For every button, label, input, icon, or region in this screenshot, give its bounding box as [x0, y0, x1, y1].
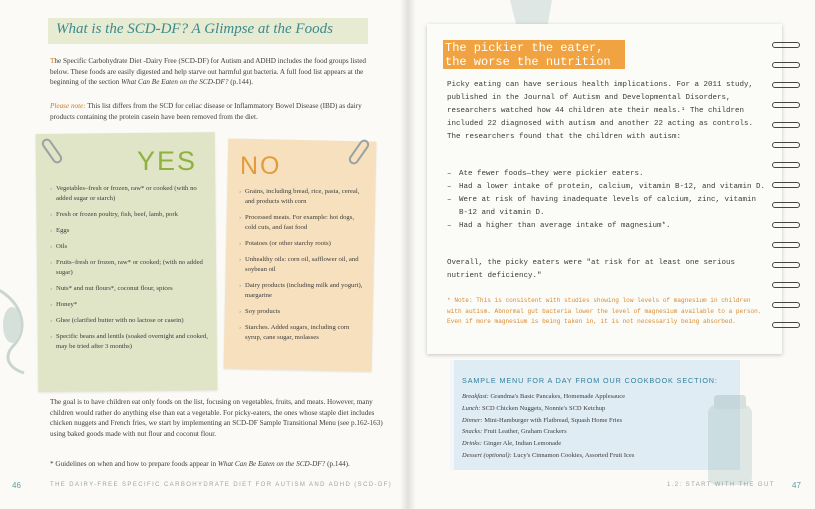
menu-item-value: Lucy's Cinnamon Cookies, Assorted Fruit Ices — [511, 451, 635, 459]
yes-item: › Vegetables–fresh or frozen, raw* or cooked (with no added sugar or starch) — [50, 184, 210, 204]
menu-item-label: Lunch: — [462, 404, 481, 412]
page-number-left: 46 — [12, 481, 21, 490]
intro-text: he Specific Carbohydrate Diet -Dairy Free (SCD-DF) for Autism and ADHD includes the food groups listed below. These foods are easily digested and help starve out harmful gut bacteria. A full food list appears at the beginning of the section — [50, 57, 366, 86]
menu-item-label: Drinks: — [462, 440, 482, 448]
magnesium-footnote: * Note: This is consistent with studies showing low levels of magnesium in children with autism. Abnormal gut bacteria lower the level of magnesium available to a person. Even if more magnesium is being taken in, it is not necessarily being absorbed. — [447, 297, 762, 325]
spiral-ring-icon — [772, 162, 800, 168]
page-number-right: 47 — [792, 481, 801, 490]
finding-item: – Had a higher than average intake of magnesium*. — [447, 220, 769, 233]
yes-item: › Ghee (clarified butter with no lactose or casein) — [50, 316, 210, 326]
spiral-ring-icon — [772, 242, 800, 248]
yes-item: › Eggs — [50, 226, 210, 236]
findings-list — [447, 168, 769, 233]
spiral-ring-icon — [772, 122, 800, 128]
finding-item: – Ate fewer foods—they were pickier eaters. — [447, 168, 769, 181]
menu-item — [462, 391, 732, 403]
headline-line-2: the worse the nutrition — [445, 55, 611, 69]
intro-dropcap: T — [50, 57, 55, 65]
yes-item: › Fruits–fresh or frozen, raw* or cooked; (with no added sugar) — [50, 258, 210, 278]
no-item: › Soy products — [239, 307, 367, 317]
spiral-ring-icon — [772, 222, 800, 228]
intro-italic-ref: What Can Be Eaten on the SCD-DF? — [121, 78, 229, 86]
yes-item: › Oils — [50, 242, 210, 252]
menu-item-label: Snacks: — [462, 428, 483, 436]
headline-line-1: The pickier the eater, — [445, 41, 604, 55]
menu-item — [462, 426, 732, 438]
menu-item — [462, 450, 732, 462]
spiral-ring-icon — [772, 302, 800, 308]
menu-item — [462, 403, 732, 415]
sample-menu-title: SAMPLE MENU FOR A DAY FROM OUR COOKBOOK SECTION: — [462, 376, 718, 385]
sample-menu-list — [462, 391, 732, 462]
menu-item-value: SCD Chicken Nuggets, Nonnie's SCD Ketchup — [480, 404, 606, 412]
menu-item — [462, 415, 732, 427]
menu-item-value: Ginger Ale, Indian Lemonade — [481, 440, 562, 448]
spiral-ring-icon — [772, 262, 800, 268]
intro-paragraph — [50, 56, 380, 88]
no-item: › Potatoes (or other starchy roots) — [239, 239, 367, 249]
no-item: › Grains, including bread, rice, pasta, cereal, and products with corn — [239, 187, 367, 207]
no-item: › Unhealthy oils: corn oil, safflower oil, and soybean oil — [239, 255, 367, 275]
menu-item-value: Mini-Hamburger with Flatbread, Squash Home Fries — [482, 416, 623, 424]
yes-item: › Fresh or frozen poultry, fish, beef, lamb, pork — [50, 210, 210, 220]
no-list — [239, 187, 367, 349]
spiral-ring-icon — [772, 62, 800, 68]
no-heading: NO — [240, 152, 282, 180]
menu-item-label: Dinner: — [462, 416, 483, 424]
footnote-italic-ref: What Can Be Eaten on the SCD-DF? — [217, 460, 326, 468]
yes-item: › Specific beans and lentils (soaked overnight and cooked, may be tried after 3 months) — [50, 332, 210, 352]
yes-item: › Honey* — [50, 300, 210, 310]
section-title: What is the SCD-DF? A Glimpse at the Foods — [56, 21, 333, 37]
finding-item: – Had a lower intake of protein, calcium, vitamin B-12, and vitamin D. — [447, 181, 769, 194]
spiral-ring-icon — [772, 182, 800, 188]
note-label: Please note: — [50, 102, 86, 110]
spiral-ring-icon — [772, 102, 800, 108]
menu-item — [462, 438, 732, 450]
spiral-ring-icon — [772, 322, 800, 328]
study-paragraph: Picky eating can have serious health implications. For a 2011 study, published in the Journal of Autism and Developmental Disorders, researchers watched how 44 children ate their meals.¹ The children included 22 diagnosed with autism and another 22 acting as controls. The researchers found that the children with autism: — [447, 81, 754, 141]
menu-item-value: Grandma's Basic Pancakes, Homemade Applesauce — [488, 393, 626, 400]
left-footnote — [50, 459, 385, 469]
yes-heading: YES — [137, 146, 198, 176]
intro-text-after: (p.144). — [228, 78, 254, 86]
running-head-left: THE DAIRY-FREE SPECIFIC CARBOHYDRATE DIET FOR AUTISM AND ADHD (SCD-DF) — [50, 482, 393, 488]
overall-paragraph: Overall, the picky eaters were "at risk for at least one serious nutrient deficiency." — [447, 259, 736, 280]
menu-item-label: Dessert (optional): — [462, 451, 512, 459]
menu-item-label: Breakfast: — [462, 393, 489, 400]
spiral-ring-icon — [772, 282, 800, 288]
goal-paragraph: The goal is to have children eat only foods on the list, focusing on vegetables, fruits, and meats. However, many children would rather do anything else than eat a vegetable. For picky-eaters, the ones whose staple diet includes chicken nuggets and French fries, we start by implementing an SCD-DF Sample Transitional Menu (see p.162-163) using baked goods made with nut flour and coconut flour. — [50, 398, 383, 438]
decorative-fish-illustration — [0, 285, 32, 375]
headline — [445, 41, 611, 69]
no-item: › Starches. Added sugars, including corn syrup, cane sugar, molasses — [239, 323, 367, 343]
spiral-ring-icon — [772, 202, 800, 208]
note-paragraph — [50, 101, 380, 122]
yes-list — [50, 184, 210, 358]
no-item: › Processed meats. For example: hot dogs, cold cuts, and fast food — [239, 213, 367, 233]
footnote-text: * Guidelines on when and how to prepare foods appear in — [50, 460, 218, 468]
spiral-ring-icon — [772, 142, 800, 148]
book-gutter — [400, 0, 416, 509]
spiral-ring-icon — [772, 82, 800, 88]
running-head-right: 1.2: START WITH THE GUT — [667, 482, 775, 488]
decorative-jar-illustration — [700, 395, 760, 490]
spiral-ring-icon — [772, 42, 800, 48]
yes-item: › Nuts* and nut flours*, coconut flour, spices — [50, 284, 210, 294]
finding-item: – Were at risk of having inadequate levels of calcium, zinc, vitamin B-12 and vitamin D. — [447, 194, 769, 220]
note-text: This list differs from the SCD for celiac disease or Inflammatory Bowel Disease (IBD) as dairy products containing the protein casein have been removed from the diet. — [50, 102, 362, 121]
footnote-after: (p.144). — [325, 460, 350, 468]
menu-item-value: Fruit Leather, Graham Crackers — [482, 428, 567, 436]
no-item: › Dairy products (including milk and yogurt), margarine — [239, 281, 367, 301]
